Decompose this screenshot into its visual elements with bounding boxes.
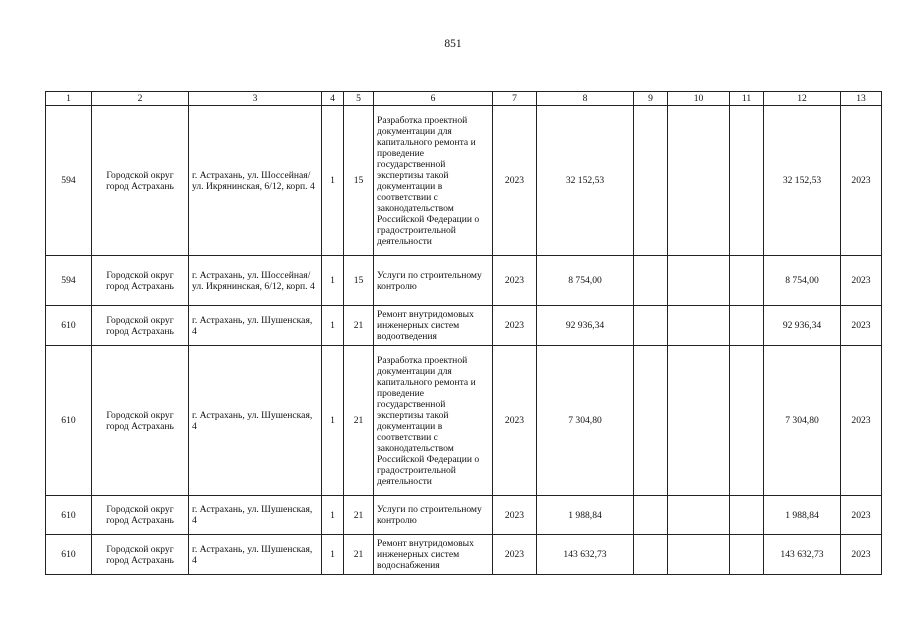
cell-address: г. Астрахань, ул. Шушенская, 4 bbox=[189, 496, 322, 535]
cell-col9 bbox=[634, 535, 668, 575]
cell-col10 bbox=[668, 496, 730, 535]
column-header: 13 bbox=[841, 92, 882, 106]
column-header: 3 bbox=[189, 92, 322, 106]
cell-col5: 21 bbox=[344, 496, 374, 535]
cell-col9 bbox=[634, 346, 668, 496]
cell-col4: 1 bbox=[322, 346, 344, 496]
column-header: 6 bbox=[374, 92, 493, 106]
cell-work-type: Разработка проектной документации для капитального ремонта и проведение государственной экспертизы такой документации в соответствии с законодательством Российской Федерации о градостроительной деятельности bbox=[374, 106, 493, 256]
register-table bbox=[45, 91, 882, 575]
cell-col9 bbox=[634, 496, 668, 535]
cell-municipality: Городской округ город Астрахань bbox=[92, 256, 189, 306]
cell-amount: 7 304,80 bbox=[537, 346, 634, 496]
cell-address: г. Астрахань, ул. Шушенская, 4 bbox=[189, 306, 322, 346]
cell-col10 bbox=[668, 346, 730, 496]
cell-address: г. Астрахань, ул. Шушенская, 4 bbox=[189, 535, 322, 575]
cell-municipality: Городской округ город Астрахань bbox=[92, 535, 189, 575]
table-row bbox=[46, 346, 882, 496]
cell-col5: 21 bbox=[344, 306, 374, 346]
cell-work-type: Разработка проектной документации для капитального ремонта и проведение государственной экспертизы такой документации в соответствии с законодательством Российской Федерации о градостроительной деятельности bbox=[374, 346, 493, 496]
cell-end-year: 2023 bbox=[841, 346, 882, 496]
cell-amount: 1 988,84 bbox=[537, 496, 634, 535]
cell-municipality: Городской округ город Астрахань bbox=[92, 346, 189, 496]
cell-work-type: Услуги по строительному контролю bbox=[374, 256, 493, 306]
cell-work-type: Услуги по строительному контролю bbox=[374, 496, 493, 535]
column-header: 9 bbox=[634, 92, 668, 106]
cell-amount: 92 936,34 bbox=[537, 306, 634, 346]
cell-number: 594 bbox=[46, 256, 92, 306]
cell-col9 bbox=[634, 106, 668, 256]
cell-end-year: 2023 bbox=[841, 306, 882, 346]
cell-total: 1 988,84 bbox=[764, 496, 841, 535]
column-header: 10 bbox=[668, 92, 730, 106]
cell-col5: 15 bbox=[344, 256, 374, 306]
cell-address: г. Астрахань, ул. Шоссейная/ ул. Икрянинская, 6/12, корп. 4 bbox=[189, 256, 322, 306]
cell-col11 bbox=[730, 306, 764, 346]
cell-municipality: Городской округ город Астрахань bbox=[92, 496, 189, 535]
cell-col9 bbox=[634, 256, 668, 306]
cell-col11 bbox=[730, 256, 764, 306]
cell-total: 92 936,34 bbox=[764, 306, 841, 346]
table-row bbox=[46, 496, 882, 535]
cell-col4: 1 bbox=[322, 106, 344, 256]
cell-municipality: Городской округ город Астрахань bbox=[92, 306, 189, 346]
header-row bbox=[46, 92, 882, 106]
cell-year: 2023 bbox=[493, 106, 537, 256]
cell-col11 bbox=[730, 346, 764, 496]
cell-total: 32 152,53 bbox=[764, 106, 841, 256]
column-header: 12 bbox=[764, 92, 841, 106]
cell-work-type: Ремонт внутридомовых инженерных систем водоснабжения bbox=[374, 535, 493, 575]
cell-work-type: Ремонт внутридомовых инженерных систем водоотведения bbox=[374, 306, 493, 346]
column-header: 4 bbox=[322, 92, 344, 106]
cell-number: 610 bbox=[46, 496, 92, 535]
cell-col5: 21 bbox=[344, 346, 374, 496]
cell-col4: 1 bbox=[322, 535, 344, 575]
column-header: 7 bbox=[493, 92, 537, 106]
cell-col4: 1 bbox=[322, 256, 344, 306]
cell-number: 594 bbox=[46, 106, 92, 256]
cell-year: 2023 bbox=[493, 346, 537, 496]
cell-number: 610 bbox=[46, 346, 92, 496]
cell-col10 bbox=[668, 535, 730, 575]
cell-end-year: 2023 bbox=[841, 496, 882, 535]
cell-col10 bbox=[668, 306, 730, 346]
column-header: 1 bbox=[46, 92, 92, 106]
cell-col5: 21 bbox=[344, 535, 374, 575]
table-row bbox=[46, 535, 882, 575]
column-header: 2 bbox=[92, 92, 189, 106]
table-row bbox=[46, 306, 882, 346]
cell-total: 7 304,80 bbox=[764, 346, 841, 496]
cell-total: 143 632,73 bbox=[764, 535, 841, 575]
table-row bbox=[46, 106, 882, 256]
cell-amount: 32 152,53 bbox=[537, 106, 634, 256]
table-row bbox=[46, 256, 882, 306]
cell-total: 8 754,00 bbox=[764, 256, 841, 306]
cell-col4: 1 bbox=[322, 496, 344, 535]
cell-col11 bbox=[730, 106, 764, 256]
page-number: 851 bbox=[444, 38, 462, 50]
cell-year: 2023 bbox=[493, 535, 537, 575]
column-header: 8 bbox=[537, 92, 634, 106]
cell-address: г. Астрахань, ул. Шоссейная/ ул. Икрянинская, 6/12, корп. 4 bbox=[189, 106, 322, 256]
cell-col11 bbox=[730, 496, 764, 535]
cell-end-year: 2023 bbox=[841, 535, 882, 575]
cell-col10 bbox=[668, 106, 730, 256]
cell-amount: 143 632,73 bbox=[537, 535, 634, 575]
cell-col11 bbox=[730, 535, 764, 575]
cell-amount: 8 754,00 bbox=[537, 256, 634, 306]
cell-number: 610 bbox=[46, 535, 92, 575]
cell-col4: 1 bbox=[322, 306, 344, 346]
cell-end-year: 2023 bbox=[841, 106, 882, 256]
cell-year: 2023 bbox=[493, 306, 537, 346]
cell-col10 bbox=[668, 256, 730, 306]
cell-address: г. Астрахань, ул. Шушенская, 4 bbox=[189, 346, 322, 496]
cell-year: 2023 bbox=[493, 496, 537, 535]
cell-col9 bbox=[634, 306, 668, 346]
cell-number: 610 bbox=[46, 306, 92, 346]
column-header: 5 bbox=[344, 92, 374, 106]
cell-col5: 15 bbox=[344, 106, 374, 256]
cell-municipality: Городской округ город Астрахань bbox=[92, 106, 189, 256]
cell-year: 2023 bbox=[493, 256, 537, 306]
column-header: 11 bbox=[730, 92, 764, 106]
cell-end-year: 2023 bbox=[841, 256, 882, 306]
